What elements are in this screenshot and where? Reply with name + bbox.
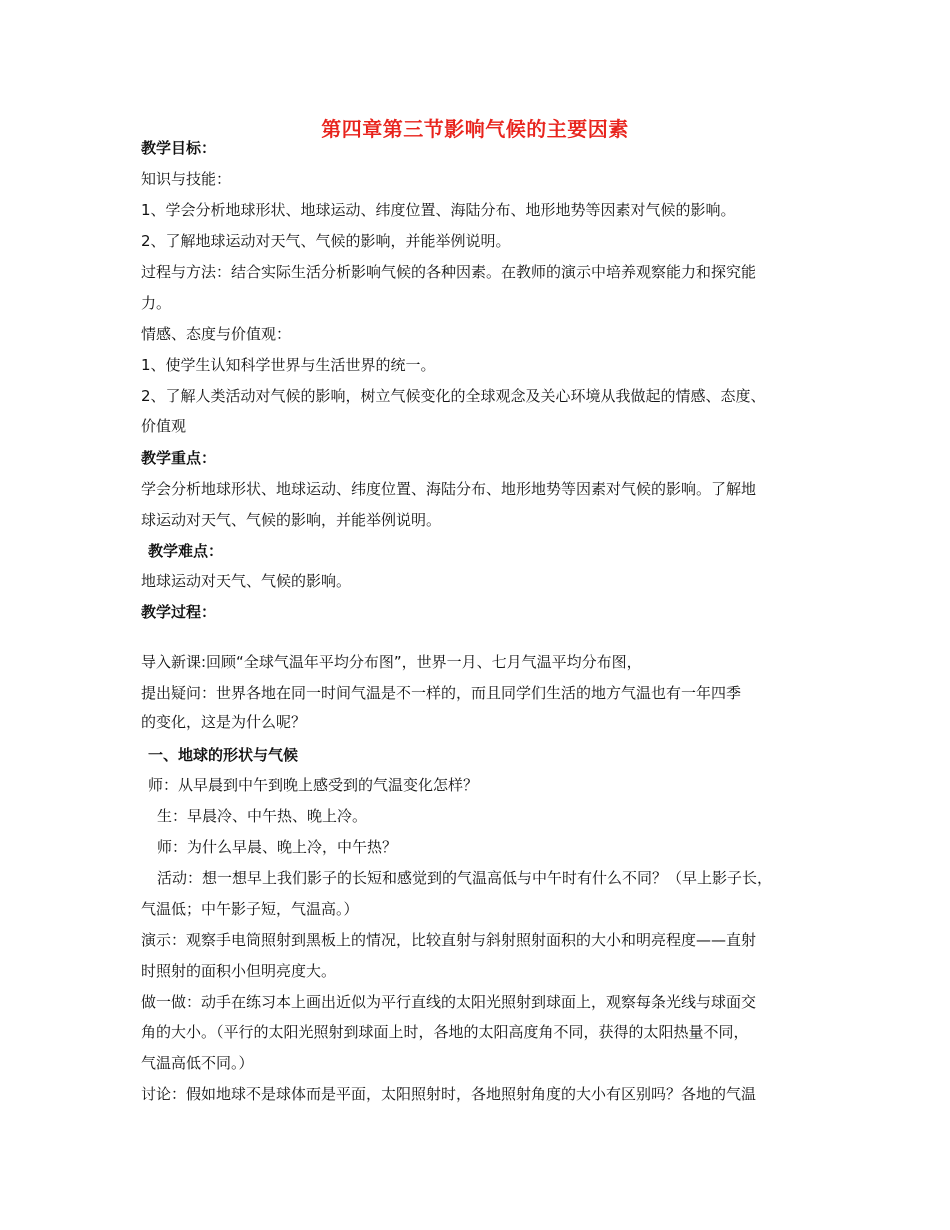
text-line: 的变化，这是为什么呢？ (141, 713, 307, 731)
text-line: 演示：观察手电筒照射到黑板上的情况，比较直射与斜射照射面积的大小和明亮程度——直射 (141, 931, 757, 949)
text-line: 师：从早晨到中午到晚上感受到的气温变化怎样？ (148, 776, 479, 794)
text-line: 讨论：假如地球不是球体而是平面，太阳照射时，各地照射角度的大小有区别吗？各地的气温 (141, 1085, 757, 1103)
text-line: 2、了解人类活动对气候的影响，树立气候变化的全球观念及关心环境从我做起的情感、态度、 (141, 387, 766, 405)
text-line: 活动：想一想早上我们影子的长短和感觉到的气温高低与中午时有什么不同？（早上影子长， (157, 869, 773, 887)
section-heading-process: 教学过程： (141, 603, 217, 621)
section-heading-key-points: 教学重点： (141, 449, 217, 467)
text-line: 1、使学生认知科学世界与生活世界的统一。 (141, 356, 436, 374)
text-line: 过程与方法：结合实际生活分析影响气候的各种因素。在教师的演示中培养观察能力和探究能 (141, 263, 757, 281)
text-line: 时照射的面积小但明亮度大。 (141, 962, 337, 980)
text-line: 学会分析地球形状、地球运动、纬度位置、海陆分布、地形地势等因素对气候的影响。了解地 (141, 480, 757, 498)
subsection-heading-earth-shape: 一、地球的形状与气候 (148, 746, 299, 764)
text-line: 价值观 (141, 417, 187, 435)
text-line: 提出疑问：世界各地在同一时间气温是不一样的，而且同学们生活的地方气温也有一年四季 (141, 684, 742, 702)
text-line: 2、了解地球运动对天气、气候的影响，并能举例说明。 (141, 232, 511, 250)
text-line: 情感、态度与价值观： (141, 325, 292, 343)
text-line: 生：早晨冷、中午热、晚上冷。 (157, 807, 368, 825)
text-line: 气温低；中午影子短，气温高。） (141, 900, 359, 918)
document-title: 第四章第三节影响气候的主要因素 (321, 117, 629, 141)
text-line: 球运动对天气、气候的影响，并能举例说明。 (141, 511, 442, 529)
text-line: 气温高低不同。） (141, 1054, 254, 1072)
text-line: 1、学会分析地球形状、地球运动、纬度位置、海陆分布、地形地势等因素对气候的影响。 (141, 201, 736, 219)
text-line: 做一做：动手在练习本上画出近似为平行直线的太阳光照射到球面上，观察每条光线与球面交 (141, 993, 757, 1011)
section-heading-difficulties: 教学难点： (148, 542, 224, 560)
text-line: 力。 (141, 294, 172, 312)
text-line: 导入新课:回顾“全球气温年平均分布图”，世界一月、七月气温平均分布图， (141, 653, 642, 671)
text-line: 知识与技能： (141, 170, 232, 188)
text-line: 角的大小。（平行的太阳光照射到球面上时，各地的太阳高度角不同，获得的太阳热量不同， (141, 1023, 749, 1041)
text-line: 师：为什么早晨、晚上冷，中午热？ (157, 838, 398, 856)
text-line: 地球运动对天气、气候的影响。 (141, 572, 352, 590)
section-heading-teaching-goals: 教学目标： (141, 139, 217, 157)
